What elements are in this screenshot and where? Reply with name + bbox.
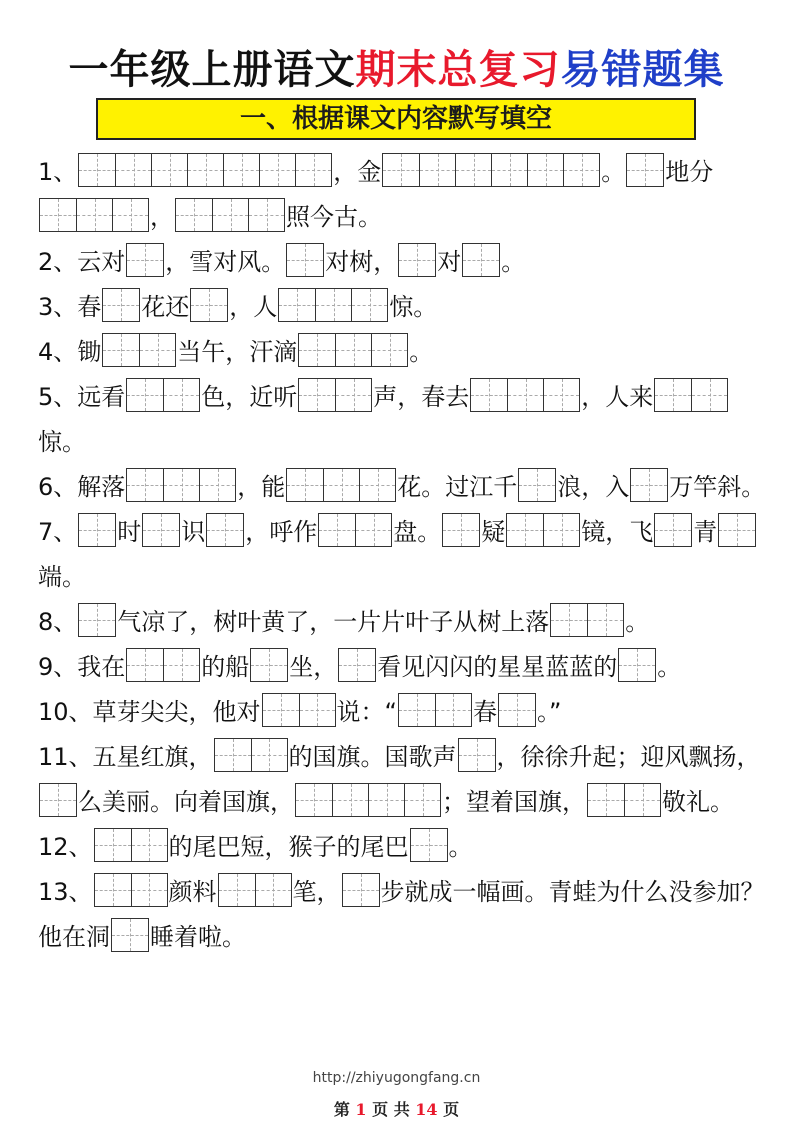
writing-grid-blank[interactable] <box>126 378 200 412</box>
footer-middle: 页 共 <box>372 1100 410 1119</box>
current-page-number: 1 <box>355 1100 367 1119</box>
tianzige-cell <box>115 154 151 186</box>
tianzige-cell <box>519 469 555 501</box>
question-text: 浪，入 <box>557 473 630 501</box>
title-part-2: 期末总复习 <box>355 47 561 93</box>
tianzige-cell <box>255 874 291 906</box>
question-text: 对树， <box>325 248 398 276</box>
question-text: 惊。 <box>38 428 86 456</box>
tianzige-cell <box>127 649 163 681</box>
tianzige-cell <box>323 469 359 501</box>
writing-grid-blank[interactable] <box>94 828 168 862</box>
tianzige-cell <box>163 379 199 411</box>
writing-grid-blank[interactable] <box>654 378 728 412</box>
footer-prefix: 第 <box>333 1100 350 1119</box>
writing-grid-blank[interactable] <box>39 783 77 817</box>
tianzige-cell <box>411 829 447 861</box>
total-page-count: 14 <box>415 1100 438 1119</box>
question-item <box>38 645 768 690</box>
writing-grid-blank[interactable] <box>382 153 600 187</box>
tianzige-cell <box>459 739 495 771</box>
tianzige-cell <box>443 514 479 546</box>
writing-grid-blank[interactable] <box>78 513 116 547</box>
tianzige-cell <box>655 379 691 411</box>
tianzige-cell <box>455 154 491 186</box>
tianzige-cell <box>339 649 375 681</box>
tianzige-cell <box>368 784 404 816</box>
tianzige-cell <box>95 874 131 906</box>
tianzige-cell <box>251 739 287 771</box>
question-text: 照今古。 <box>286 203 382 231</box>
tianzige-cell <box>399 244 435 276</box>
writing-grid-blank[interactable] <box>398 693 472 727</box>
tianzige-cell <box>619 649 655 681</box>
tianzige-cell <box>299 379 335 411</box>
question-text: 5、远看 <box>38 383 126 411</box>
tianzige-cell <box>163 469 199 501</box>
writing-grid-blank[interactable] <box>126 468 236 502</box>
tianzige-cell <box>335 379 371 411</box>
tianzige-cell <box>543 379 579 411</box>
question-text: 当午，汗滴 <box>177 338 298 366</box>
title-part-3: 易错题集 <box>560 47 725 93</box>
tianzige-cell <box>631 469 667 501</box>
tianzige-cell <box>40 199 76 231</box>
tianzige-cell <box>296 784 332 816</box>
question-text: 3、春 <box>38 293 102 321</box>
tianzige-cell <box>127 469 163 501</box>
question-text: 笔， <box>292 878 341 906</box>
tianzige-cell <box>655 514 691 546</box>
tianzige-cell <box>383 154 419 186</box>
writing-grid-blank[interactable] <box>654 513 692 547</box>
writing-grid-blank[interactable] <box>250 648 288 682</box>
tianzige-cell <box>299 694 335 726</box>
tianzige-cell <box>127 244 163 276</box>
question-text: ；望着国旗， <box>442 788 586 816</box>
question-text: 色，近听 <box>201 383 298 411</box>
tianzige-cell <box>215 739 251 771</box>
tianzige-cell <box>79 154 115 186</box>
tianzige-cell <box>95 829 131 861</box>
tianzige-cell <box>103 334 139 366</box>
tianzige-cell <box>335 334 371 366</box>
page-footer <box>0 1097 793 1120</box>
question-text: 敬礼。 <box>662 788 734 816</box>
question-text: 看见闪闪的星星蓝蓝的 <box>377 653 618 681</box>
question-text: 青 <box>693 518 718 546</box>
question-text: 气凉了，树叶黄了，一片片叶子从树上落 <box>117 608 550 636</box>
tianzige-cell <box>131 829 167 861</box>
question-list <box>38 150 768 960</box>
tianzige-cell <box>399 694 435 726</box>
question-text: 盘。 <box>393 518 442 546</box>
question-text: 8、 <box>38 608 78 636</box>
question-item <box>38 150 768 240</box>
question-text: 春 <box>472 698 497 726</box>
tianzige-cell <box>343 874 379 906</box>
tianzige-cell <box>319 514 355 546</box>
tianzige-cell <box>287 244 323 276</box>
tianzige-cell <box>463 244 499 276</box>
title-part-1: 一年级上册语文 <box>68 47 356 93</box>
writing-grid-blank[interactable] <box>518 468 556 502</box>
question-text: 。 <box>409 338 434 366</box>
tianzige-cell <box>251 649 287 681</box>
question-text: 识 <box>181 518 206 546</box>
question-text: 。 <box>657 653 682 681</box>
question-text: 7、 <box>38 518 78 546</box>
question-text: 么美丽。向着国旗， <box>78 788 294 816</box>
writing-grid-blank[interactable] <box>506 513 580 547</box>
question-item <box>38 240 768 285</box>
writing-grid-blank[interactable] <box>550 603 624 637</box>
question-text: 惊。 <box>389 293 438 321</box>
writing-grid-blank[interactable] <box>126 243 164 277</box>
writing-grid-blank[interactable] <box>286 243 324 277</box>
tianzige-cell <box>719 514 755 546</box>
writing-grid-blank[interactable] <box>398 243 436 277</box>
tianzige-cell <box>139 334 175 366</box>
tianzige-cell <box>627 154 663 186</box>
tianzige-cell <box>588 784 624 816</box>
question-text: 11、五星红旗， <box>38 743 213 771</box>
tianzige-cell <box>332 784 368 816</box>
question-text: 颜料 <box>168 878 217 906</box>
question-text: 万竿斜。 <box>669 473 766 501</box>
question-text: 的尾巴短，猴子的尾巴 <box>168 833 409 861</box>
question-text: 6、解落 <box>38 473 126 501</box>
writing-grid-blank[interactable] <box>78 153 332 187</box>
question-text: ，呼作 <box>245 518 318 546</box>
tianzige-cell <box>79 514 115 546</box>
writing-grid-blank[interactable] <box>206 513 244 547</box>
question-item <box>38 600 768 645</box>
question-text: 13、 <box>38 878 93 906</box>
question-text: 说：“ <box>336 698 397 726</box>
question-text: 步就成一幅画。青蛙为什么没参加？他在洞 <box>38 878 765 951</box>
question-text: 端。 <box>38 563 86 591</box>
tianzige-cell <box>219 874 255 906</box>
tianzige-cell <box>491 154 527 186</box>
question-item <box>38 735 768 825</box>
tianzige-cell <box>563 154 599 186</box>
writing-grid-blank[interactable] <box>630 468 668 502</box>
page-title <box>0 38 793 95</box>
writing-grid-blank[interactable] <box>278 288 388 322</box>
tianzige-cell <box>471 379 507 411</box>
tianzige-cell <box>527 154 563 186</box>
writing-grid-blank[interactable] <box>470 378 580 412</box>
writing-grid-blank[interactable] <box>442 513 480 547</box>
footer-suffix: 页 <box>443 1100 460 1119</box>
tianzige-cell <box>371 334 407 366</box>
tianzige-cell <box>499 694 535 726</box>
question-text: 睡着啦。 <box>150 923 246 951</box>
writing-grid-blank[interactable] <box>175 198 285 232</box>
tianzige-cell <box>112 919 148 951</box>
writing-grid-blank[interactable] <box>618 648 656 682</box>
question-item <box>38 375 768 465</box>
writing-grid-blank[interactable] <box>718 513 756 547</box>
writing-grid-blank[interactable] <box>458 738 496 772</box>
writing-grid-blank[interactable] <box>318 513 392 547</box>
tianzige-cell <box>435 694 471 726</box>
tianzige-cell <box>419 154 455 186</box>
question-item <box>38 825 768 870</box>
writing-grid-blank[interactable] <box>286 468 396 502</box>
tianzige-cell <box>176 199 212 231</box>
writing-grid-blank[interactable] <box>102 333 176 367</box>
writing-grid-blank[interactable] <box>338 648 376 682</box>
tianzige-cell <box>207 514 243 546</box>
writing-grid-blank[interactable] <box>462 243 500 277</box>
tianzige-cell <box>187 154 223 186</box>
tianzige-cell <box>40 784 76 816</box>
question-text: 花。过江千 <box>397 473 518 501</box>
writing-grid-blank[interactable] <box>111 918 149 952</box>
question-text: 。 <box>448 833 473 861</box>
writing-grid-blank[interactable] <box>142 513 180 547</box>
writing-grid-blank[interactable] <box>262 693 336 727</box>
question-text: 9、我在 <box>38 653 126 681</box>
question-text: 坐， <box>289 653 338 681</box>
tianzige-cell <box>404 784 440 816</box>
tianzige-cell <box>287 469 323 501</box>
tianzige-cell <box>295 154 331 186</box>
writing-grid-blank[interactable] <box>94 873 168 907</box>
question-text: ，人 <box>229 293 278 321</box>
tianzige-cell <box>279 289 315 321</box>
tianzige-cell <box>131 874 167 906</box>
writing-grid-blank[interactable] <box>298 333 408 367</box>
question-text: ，徐徐升起；迎风飘扬， <box>496 743 761 771</box>
question-text: 的国旗。国歌声 <box>288 743 457 771</box>
writing-grid-blank[interactable] <box>126 648 200 682</box>
tianzige-cell <box>259 154 295 186</box>
question-text: 地分 <box>665 158 714 186</box>
tianzige-cell <box>112 199 148 231</box>
writing-grid-blank[interactable] <box>298 378 372 412</box>
tianzige-cell <box>212 199 248 231</box>
tianzige-cell <box>359 469 395 501</box>
question-text: 。 <box>501 248 526 276</box>
tianzige-cell <box>248 199 284 231</box>
tianzige-cell <box>299 334 335 366</box>
question-text: 4、锄 <box>38 338 102 366</box>
question-text: 疑 <box>481 518 506 546</box>
tianzige-cell <box>355 514 391 546</box>
question-text: ，人来 <box>581 383 654 411</box>
question-text: 花还 <box>141 293 190 321</box>
question-item <box>38 690 768 735</box>
tianzige-cell <box>691 379 727 411</box>
tianzige-cell <box>103 289 139 321</box>
tianzige-cell <box>199 469 235 501</box>
question-text: 镜，飞 <box>581 518 654 546</box>
section-heading: 一、根据课文内容默写填空 <box>96 98 696 140</box>
tianzige-cell <box>79 604 115 636</box>
tianzige-cell <box>315 289 351 321</box>
tianzige-cell <box>76 199 112 231</box>
question-text: 。 <box>601 158 626 186</box>
question-item <box>38 285 768 330</box>
writing-grid-blank[interactable] <box>587 783 661 817</box>
writing-grid-blank[interactable] <box>410 828 448 862</box>
writing-grid-blank[interactable] <box>626 153 664 187</box>
question-text: 对 <box>437 248 462 276</box>
writing-grid-blank[interactable] <box>78 603 116 637</box>
question-text: 12、 <box>38 833 93 861</box>
question-text: 。” <box>536 698 562 726</box>
question-text: 时 <box>117 518 142 546</box>
writing-grid-blank[interactable] <box>218 873 292 907</box>
question-text: 1、 <box>38 158 78 186</box>
tianzige-cell <box>543 514 579 546</box>
tianzige-cell <box>127 379 163 411</box>
tianzige-cell <box>263 694 299 726</box>
question-text: 10、草芽尖尖，他对 <box>38 698 261 726</box>
tianzige-cell <box>151 154 187 186</box>
question-text: 的船 <box>201 653 250 681</box>
question-text: ， <box>150 203 174 231</box>
question-text: ，能 <box>237 473 286 501</box>
question-text: ，雪对风。 <box>165 248 286 276</box>
tianzige-cell <box>624 784 660 816</box>
question-text: 。 <box>625 608 650 636</box>
question-text: 声，春去 <box>373 383 470 411</box>
tianzige-cell <box>551 604 587 636</box>
question-text: ，金 <box>333 158 382 186</box>
writing-grid-blank[interactable] <box>39 198 149 232</box>
question-text: 2、云对 <box>38 248 126 276</box>
writing-grid-blank[interactable] <box>342 873 380 907</box>
tianzige-cell <box>191 289 227 321</box>
writing-grid-blank[interactable] <box>102 288 140 322</box>
question-item <box>38 870 768 960</box>
tianzige-cell <box>163 649 199 681</box>
tianzige-cell <box>223 154 259 186</box>
source-url: http://zhiyugongfang.cn <box>312 1070 481 1086</box>
question-item <box>38 330 768 375</box>
writing-grid-blank[interactable] <box>498 693 536 727</box>
tianzige-cell <box>143 514 179 546</box>
writing-grid-blank[interactable] <box>190 288 228 322</box>
writing-grid-blank[interactable] <box>295 783 441 817</box>
tianzige-cell <box>507 514 543 546</box>
question-item <box>38 465 768 510</box>
tianzige-cell <box>351 289 387 321</box>
writing-grid-blank[interactable] <box>214 738 288 772</box>
tianzige-cell <box>507 379 543 411</box>
tianzige-cell <box>587 604 623 636</box>
question-item <box>38 510 768 600</box>
